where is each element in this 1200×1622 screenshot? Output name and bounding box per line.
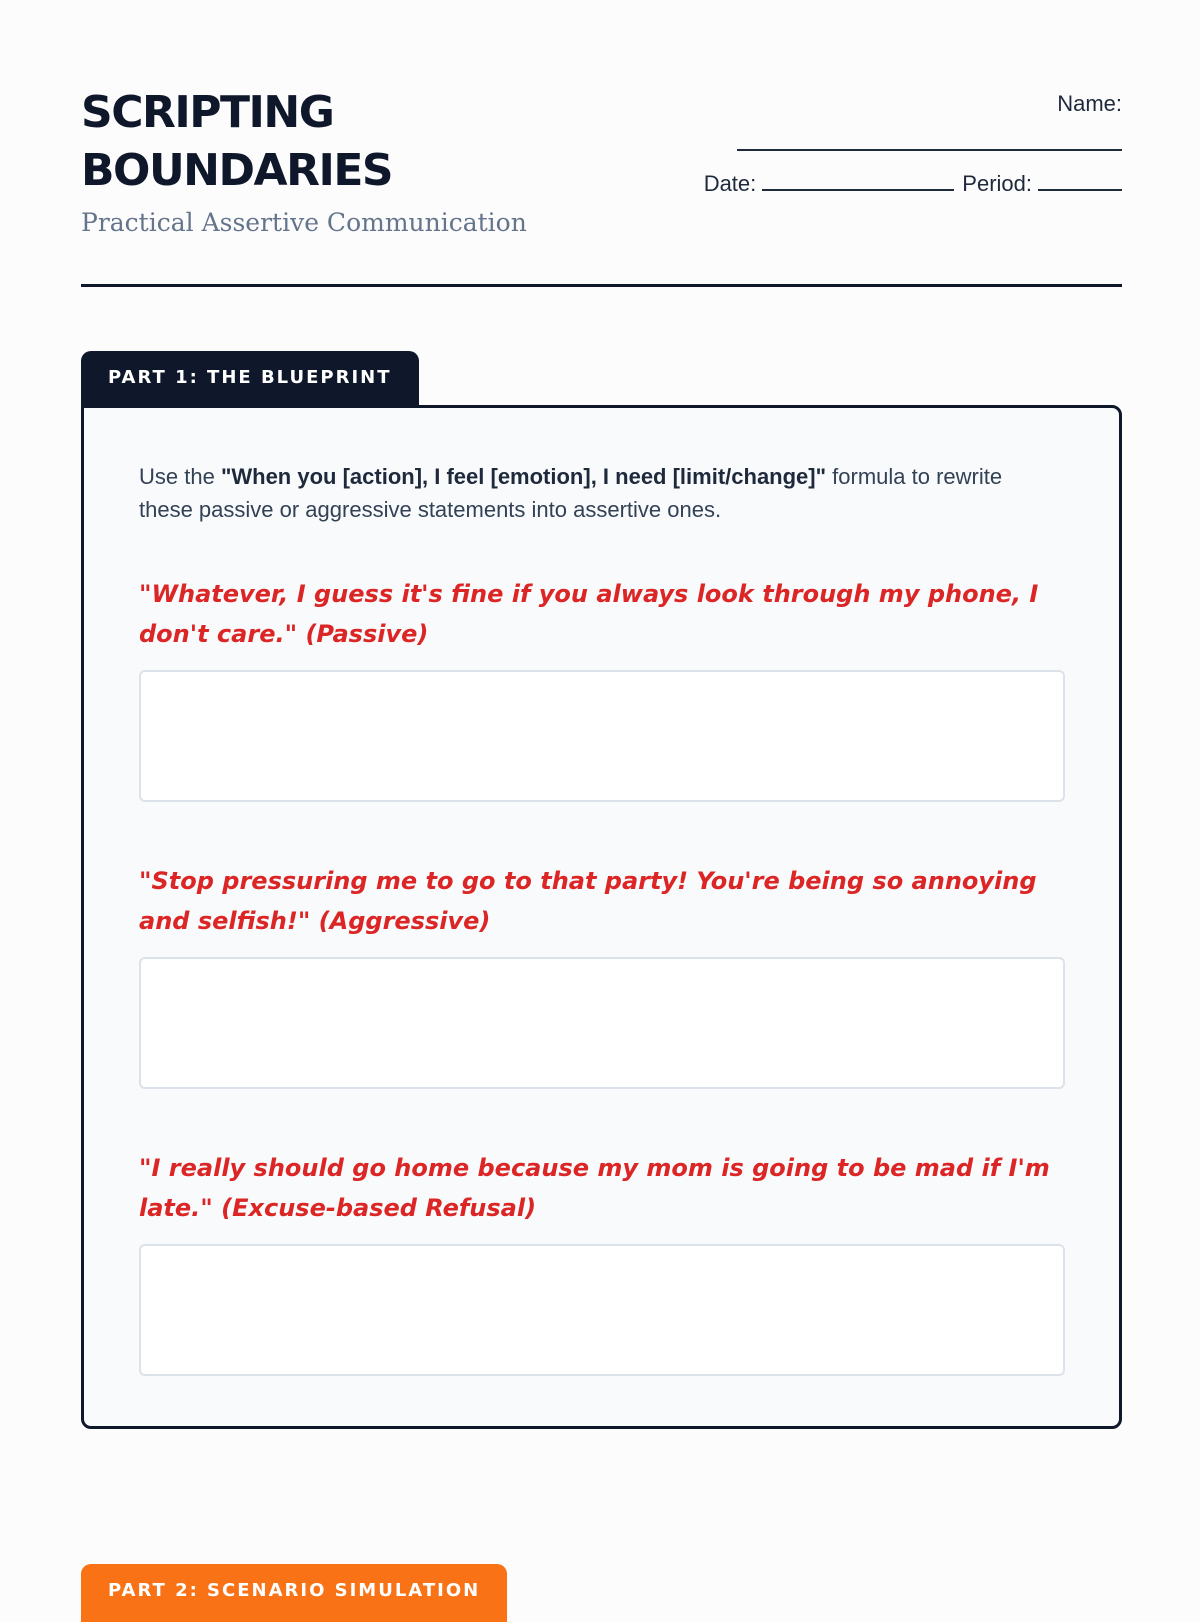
date-label: Date: <box>703 171 757 196</box>
date-period-row <box>622 164 1122 204</box>
prompt-aggressive: "Stop pressuring me to go to that party! You're being so annoying and selfish!" (Aggressive) <box>139 867 1037 935</box>
name-line-row <box>622 124 1122 164</box>
instructions-formula: "When you [action], I feel [emotion], I need [limit/change]" <box>220 464 827 489</box>
page-title-line-1: SCRIPTING <box>81 87 334 138</box>
title-block <box>81 84 641 237</box>
instructions-prefix: Use the <box>139 464 221 489</box>
part-1-tab: PART 1: THE BLUEPRINT <box>81 351 419 409</box>
worksheet-header <box>81 84 1122 287</box>
answer-box-1[interactable] <box>139 670 1065 802</box>
period-field[interactable] <box>1038 169 1122 191</box>
part-1-card <box>81 405 1122 1429</box>
name-field[interactable] <box>737 129 1122 151</box>
period-label: Period: <box>962 171 1032 196</box>
part-2-tab: PART 2: SCENARIO SIMULATION <box>81 1564 507 1622</box>
date-field[interactable] <box>762 169 954 191</box>
prompt-excuse-refusal: "I really should go home because my mom is going to be mad if I'm late." (Excuse-based Refusal) <box>139 1154 1050 1222</box>
part-1-instructions <box>139 460 1039 526</box>
page-subtitle: Practical Assertive Communication <box>81 208 527 237</box>
page-title-line-2: BOUNDARIES <box>81 145 393 196</box>
student-info-fields <box>622 84 1122 204</box>
answer-box-2[interactable] <box>139 957 1065 1089</box>
name-row <box>622 84 1122 124</box>
answer-box-3[interactable] <box>139 1244 1065 1376</box>
name-label: Name: <box>1057 91 1122 116</box>
instructions-suffix: formula to rewrite these passive or aggressive statements into assertive ones. <box>139 464 1003 522</box>
prompt-passive: "Whatever, I guess it's fine if you always look through my phone, I don't care." (Passive) <box>139 580 1039 648</box>
